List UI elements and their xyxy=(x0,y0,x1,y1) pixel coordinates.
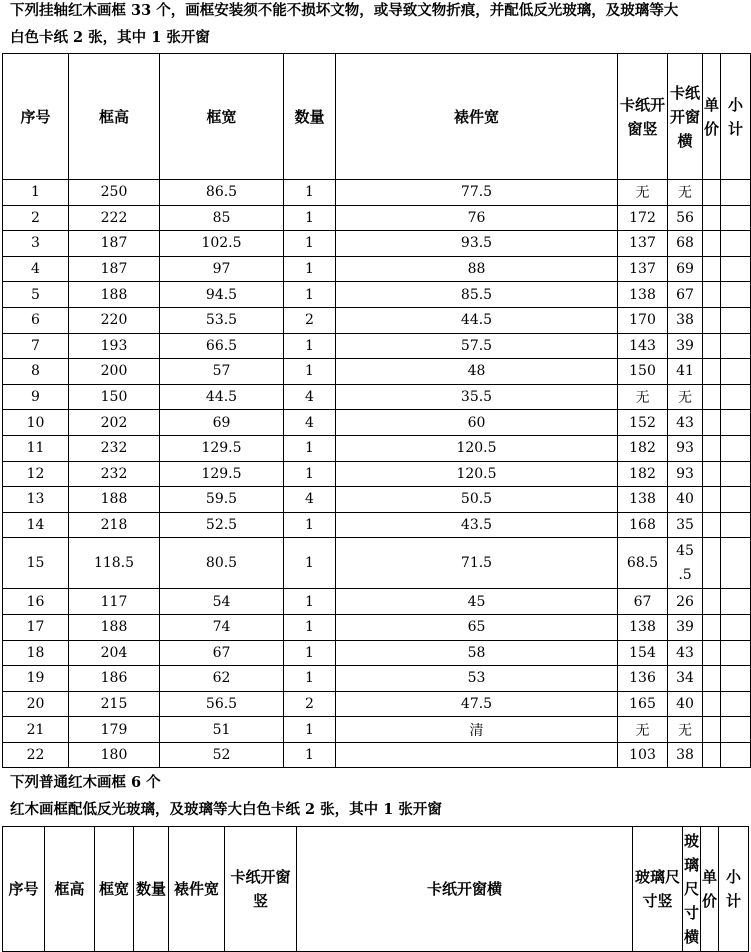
cell-card-h: 41 xyxy=(668,359,703,385)
cell-unit-price xyxy=(703,180,721,206)
hanging-scroll-frame-table xyxy=(2,53,751,768)
table-row xyxy=(3,640,751,666)
table-row xyxy=(3,691,751,717)
cell-frame-h: 232 xyxy=(69,435,160,461)
cell-mount-w: 76 xyxy=(336,205,618,231)
cell-seq: 2 xyxy=(3,205,69,231)
cell-card-h: 69 xyxy=(668,256,703,282)
cell-card-v: 165 xyxy=(618,691,668,717)
cell-qty: 1 xyxy=(284,538,336,589)
col-header-unit-price: 单价 xyxy=(701,827,719,952)
cell-card-v: 138 xyxy=(618,487,668,513)
cell-seq: 15 xyxy=(3,538,69,589)
col-header-quantity: 数量 xyxy=(134,827,169,952)
cell-frame-w: 66.5 xyxy=(160,333,284,359)
cell-frame-h: 188 xyxy=(69,282,160,308)
table-row xyxy=(3,307,751,333)
table-row xyxy=(3,461,751,487)
cell-qty: 1 xyxy=(284,231,336,257)
cell-frame-w: 54 xyxy=(160,589,284,615)
col-header-card-window-horizontal: 卡纸开窗横 xyxy=(297,827,633,952)
cell-seq: 16 xyxy=(3,589,69,615)
cell-card-v: 138 xyxy=(618,282,668,308)
cell-qty: 2 xyxy=(284,691,336,717)
cell-frame-w: 129.5 xyxy=(160,461,284,487)
cell-frame-w: 59.5 xyxy=(160,487,284,513)
cell-frame-h: 186 xyxy=(69,666,160,692)
col-header-mount-width: 裱件宽 xyxy=(169,827,225,952)
cell-subtotal xyxy=(721,231,751,257)
cell-qty: 2 xyxy=(284,307,336,333)
col-header-quantity: 数量 xyxy=(284,54,336,180)
cell-mount-w: 93.5 xyxy=(336,231,618,257)
col-header-card-window-vertical: 卡纸开窗竖 xyxy=(618,54,668,180)
cell-subtotal xyxy=(721,384,751,410)
cell-card-h: 45 .5 xyxy=(668,538,703,589)
cell-frame-w: 85 xyxy=(160,205,284,231)
cell-card-h: 68 xyxy=(668,231,703,257)
cell-mount-w: 50.5 xyxy=(336,487,618,513)
cell-frame-h: 187 xyxy=(69,256,160,282)
cell-seq: 21 xyxy=(3,717,69,743)
table-header-row xyxy=(3,827,749,952)
cell-unit-price xyxy=(703,359,721,385)
cell-seq: 3 xyxy=(3,231,69,257)
cell-frame-w: 67 xyxy=(160,640,284,666)
cell-frame-w: 102.5 xyxy=(160,231,284,257)
cell-qty: 1 xyxy=(284,461,336,487)
col-header-mount-width: 裱件宽 xyxy=(336,54,618,180)
cell-frame-w: 44.5 xyxy=(160,384,284,410)
cell-mount-w: 60 xyxy=(336,410,618,436)
cell-frame-h: 117 xyxy=(69,589,160,615)
cell-subtotal xyxy=(721,256,751,282)
cell-subtotal xyxy=(721,538,751,589)
table-row xyxy=(3,410,751,436)
cell-seq: 19 xyxy=(3,666,69,692)
col-header-card-window-horizontal: 卡纸开窗横 xyxy=(668,54,703,180)
ordinary-frame-table xyxy=(2,826,749,952)
cell-card-h: 38 xyxy=(668,307,703,333)
table-row xyxy=(3,614,751,640)
cell-unit-price xyxy=(703,538,721,589)
section-1-description-line-2: 白色卡纸 2 张，其中 1 张开窗 xyxy=(10,29,210,46)
cell-card-v: 137 xyxy=(618,231,668,257)
cell-card-v: 67 xyxy=(618,589,668,615)
cell-qty: 1 xyxy=(284,282,336,308)
cell-card-h: 56 xyxy=(668,205,703,231)
col-header-subtotal: 小计 xyxy=(721,54,751,180)
cell-card-h: 40 xyxy=(668,691,703,717)
cell-subtotal xyxy=(721,307,751,333)
cell-seq: 22 xyxy=(3,742,69,768)
cell-mount-w: 清 xyxy=(336,717,618,743)
cell-unit-price xyxy=(703,435,721,461)
cell-frame-w: 69 xyxy=(160,410,284,436)
section-1-description-line-1: 下列挂轴红木画框 33 个，画框安装须不能不损坏文物，或导致文物折痕，并配低反光玻璃，及玻璃等大 xyxy=(10,2,679,19)
table-row xyxy=(3,333,751,359)
cell-subtotal xyxy=(721,410,751,436)
cell-card-v: 172 xyxy=(618,205,668,231)
cell-frame-h: 204 xyxy=(69,640,160,666)
cell-card-v: 152 xyxy=(618,410,668,436)
cell-unit-price xyxy=(703,231,721,257)
cell-mount-w xyxy=(336,742,618,768)
cell-frame-h: 200 xyxy=(69,359,160,385)
cell-frame-w: 129.5 xyxy=(160,435,284,461)
cell-card-h: 无 xyxy=(668,384,703,410)
col-header-frame-width: 框宽 xyxy=(95,827,134,952)
cell-card-h: 43 xyxy=(668,410,703,436)
cell-subtotal xyxy=(721,666,751,692)
cell-frame-w: 86.5 xyxy=(160,180,284,206)
cell-frame-w: 53.5 xyxy=(160,307,284,333)
cell-unit-price xyxy=(703,461,721,487)
cell-frame-h: 218 xyxy=(69,512,160,538)
cell-card-h: 38 xyxy=(668,742,703,768)
cell-qty: 1 xyxy=(284,435,336,461)
cell-frame-w: 62 xyxy=(160,666,284,692)
cell-qty: 1 xyxy=(284,717,336,743)
cell-frame-h: 215 xyxy=(69,691,160,717)
cell-seq: 11 xyxy=(3,435,69,461)
cell-mount-w: 44.5 xyxy=(336,307,618,333)
cell-frame-h: 188 xyxy=(69,487,160,513)
cell-subtotal xyxy=(721,435,751,461)
cell-qty: 4 xyxy=(284,384,336,410)
col-header-glass-size-horizontal: 玻璃尺寸横 xyxy=(683,827,701,952)
cell-qty: 1 xyxy=(284,180,336,206)
col-header-seq: 序号 xyxy=(3,827,45,952)
cell-seq: 17 xyxy=(3,614,69,640)
cell-card-v: 154 xyxy=(618,640,668,666)
cell-mount-w: 57.5 xyxy=(336,333,618,359)
cell-subtotal xyxy=(721,614,751,640)
cell-subtotal xyxy=(721,205,751,231)
col-header-subtotal: 小计 xyxy=(719,827,749,952)
cell-subtotal xyxy=(721,691,751,717)
cell-card-h: 93 xyxy=(668,435,703,461)
cell-card-h: 35 xyxy=(668,512,703,538)
cell-unit-price xyxy=(703,410,721,436)
cell-card-h: 67 xyxy=(668,282,703,308)
col-header-frame-height: 框高 xyxy=(69,54,160,180)
cell-qty: 1 xyxy=(284,742,336,768)
cell-mount-w: 85.5 xyxy=(336,282,618,308)
cell-frame-w: 57 xyxy=(160,359,284,385)
cell-card-h: 39 xyxy=(668,614,703,640)
cell-frame-h: 250 xyxy=(69,180,160,206)
col-header-glass-size-vertical: 玻璃尺寸竖 xyxy=(633,827,683,952)
section-2-description-line-1: 下列普通红木画框 6 个 xyxy=(10,774,161,791)
cell-subtotal xyxy=(721,282,751,308)
cell-card-h: 43 xyxy=(668,640,703,666)
cell-subtotal xyxy=(721,640,751,666)
cell-unit-price xyxy=(703,717,721,743)
cell-unit-price xyxy=(703,487,721,513)
cell-qty: 1 xyxy=(284,256,336,282)
cell-card-v: 68.5 xyxy=(618,538,668,589)
cell-subtotal xyxy=(721,333,751,359)
cell-qty: 1 xyxy=(284,589,336,615)
cell-card-v: 168 xyxy=(618,512,668,538)
cell-mount-w: 53 xyxy=(336,666,618,692)
cell-mount-w: 88 xyxy=(336,256,618,282)
cell-card-h: 无 xyxy=(668,180,703,206)
section-2-description-line-2: 红木画框配低反光玻璃，及玻璃等大白色卡纸 2 张，其中 1 张开窗 xyxy=(10,801,442,818)
cell-subtotal xyxy=(721,742,751,768)
cell-frame-h: 202 xyxy=(69,410,160,436)
cell-frame-h: 193 xyxy=(69,333,160,359)
table-row xyxy=(3,435,751,461)
cell-card-h: 26 xyxy=(668,589,703,615)
table-row xyxy=(3,205,751,231)
cell-frame-w: 80.5 xyxy=(160,538,284,589)
cell-qty: 1 xyxy=(284,614,336,640)
cell-card-h: 40 xyxy=(668,487,703,513)
cell-mount-w: 58 xyxy=(336,640,618,666)
cell-frame-h: 232 xyxy=(69,461,160,487)
cell-unit-price xyxy=(703,282,721,308)
cell-frame-h: 150 xyxy=(69,384,160,410)
table-row xyxy=(3,512,751,538)
table-row xyxy=(3,180,751,206)
cell-unit-price xyxy=(703,666,721,692)
table-row xyxy=(3,717,751,743)
cell-seq: 7 xyxy=(3,333,69,359)
cell-seq: 9 xyxy=(3,384,69,410)
cell-unit-price xyxy=(703,205,721,231)
cell-card-h: 34 xyxy=(668,666,703,692)
cell-card-h: 无 xyxy=(668,717,703,743)
table-row xyxy=(3,282,751,308)
cell-frame-w: 51 xyxy=(160,717,284,743)
table-row xyxy=(3,359,751,385)
cell-frame-w: 52 xyxy=(160,742,284,768)
cell-unit-price xyxy=(703,333,721,359)
cell-frame-w: 97 xyxy=(160,256,284,282)
cell-frame-w: 94.5 xyxy=(160,282,284,308)
table-row xyxy=(3,487,751,513)
cell-seq: 13 xyxy=(3,487,69,513)
cell-subtotal xyxy=(721,461,751,487)
cell-qty: 1 xyxy=(284,640,336,666)
cell-seq: 4 xyxy=(3,256,69,282)
cell-seq: 18 xyxy=(3,640,69,666)
cell-qty: 1 xyxy=(284,205,336,231)
cell-frame-h: 187 xyxy=(69,231,160,257)
cell-subtotal xyxy=(721,717,751,743)
table-row xyxy=(3,256,751,282)
cell-seq: 1 xyxy=(3,180,69,206)
cell-mount-w: 71.5 xyxy=(336,538,618,589)
cell-qty: 1 xyxy=(284,359,336,385)
col-header-unit-price: 单价 xyxy=(703,54,721,180)
cell-subtotal xyxy=(721,512,751,538)
cell-frame-w: 74 xyxy=(160,614,284,640)
cell-mount-w: 45 xyxy=(336,589,618,615)
cell-card-h: 39 xyxy=(668,333,703,359)
cell-mount-w: 65 xyxy=(336,614,618,640)
table-header-row xyxy=(3,54,751,180)
cell-qty: 1 xyxy=(284,333,336,359)
cell-card-v: 无 xyxy=(618,180,668,206)
cell-unit-price xyxy=(703,256,721,282)
cell-card-v: 无 xyxy=(618,384,668,410)
cell-card-h: 93 xyxy=(668,461,703,487)
cell-subtotal xyxy=(721,487,751,513)
col-header-frame-width: 框宽 xyxy=(160,54,284,180)
col-header-frame-height: 框高 xyxy=(45,827,95,952)
cell-mount-w: 35.5 xyxy=(336,384,618,410)
cell-seq: 12 xyxy=(3,461,69,487)
table-row xyxy=(3,589,751,615)
table-row xyxy=(3,538,751,589)
cell-seq: 20 xyxy=(3,691,69,717)
cell-unit-price xyxy=(703,384,721,410)
cell-frame-w: 52.5 xyxy=(160,512,284,538)
cell-unit-price xyxy=(703,307,721,333)
cell-mount-w: 48 xyxy=(336,359,618,385)
table-row xyxy=(3,231,751,257)
cell-frame-h: 220 xyxy=(69,307,160,333)
cell-seq: 14 xyxy=(3,512,69,538)
cell-seq: 8 xyxy=(3,359,69,385)
cell-unit-price xyxy=(703,742,721,768)
cell-frame-h: 118.5 xyxy=(69,538,160,589)
cell-mount-w: 120.5 xyxy=(336,461,618,487)
cell-subtotal xyxy=(721,589,751,615)
cell-mount-w: 77.5 xyxy=(336,180,618,206)
cell-subtotal xyxy=(721,359,751,385)
cell-frame-h: 180 xyxy=(69,742,160,768)
table-row xyxy=(3,384,751,410)
cell-card-v: 143 xyxy=(618,333,668,359)
cell-unit-price xyxy=(703,640,721,666)
cell-card-v: 150 xyxy=(618,359,668,385)
cell-qty: 1 xyxy=(284,666,336,692)
cell-card-v: 182 xyxy=(618,461,668,487)
cell-qty: 4 xyxy=(284,487,336,513)
cell-unit-price xyxy=(703,512,721,538)
col-header-card-window-vertical: 卡纸开窗竖 xyxy=(225,827,297,952)
cell-seq: 5 xyxy=(3,282,69,308)
cell-mount-w: 47.5 xyxy=(336,691,618,717)
cell-subtotal xyxy=(721,180,751,206)
cell-unit-price xyxy=(703,589,721,615)
cell-mount-w: 43.5 xyxy=(336,512,618,538)
cell-unit-price xyxy=(703,691,721,717)
cell-mount-w: 120.5 xyxy=(336,435,618,461)
cell-frame-h: 188 xyxy=(69,614,160,640)
cell-card-v: 138 xyxy=(618,614,668,640)
cell-seq: 6 xyxy=(3,307,69,333)
cell-card-v: 182 xyxy=(618,435,668,461)
table-row xyxy=(3,666,751,692)
cell-seq: 10 xyxy=(3,410,69,436)
cell-card-v: 103 xyxy=(618,742,668,768)
cell-frame-h: 222 xyxy=(69,205,160,231)
cell-qty: 1 xyxy=(284,512,336,538)
cell-card-v: 137 xyxy=(618,256,668,282)
col-header-seq: 序号 xyxy=(3,54,69,180)
cell-qty: 4 xyxy=(284,410,336,436)
cell-card-v: 136 xyxy=(618,666,668,692)
table-row xyxy=(3,742,751,768)
cell-frame-w: 56.5 xyxy=(160,691,284,717)
cell-unit-price xyxy=(703,614,721,640)
cell-frame-h: 179 xyxy=(69,717,160,743)
cell-card-v: 无 xyxy=(618,717,668,743)
cell-card-v: 170 xyxy=(618,307,668,333)
